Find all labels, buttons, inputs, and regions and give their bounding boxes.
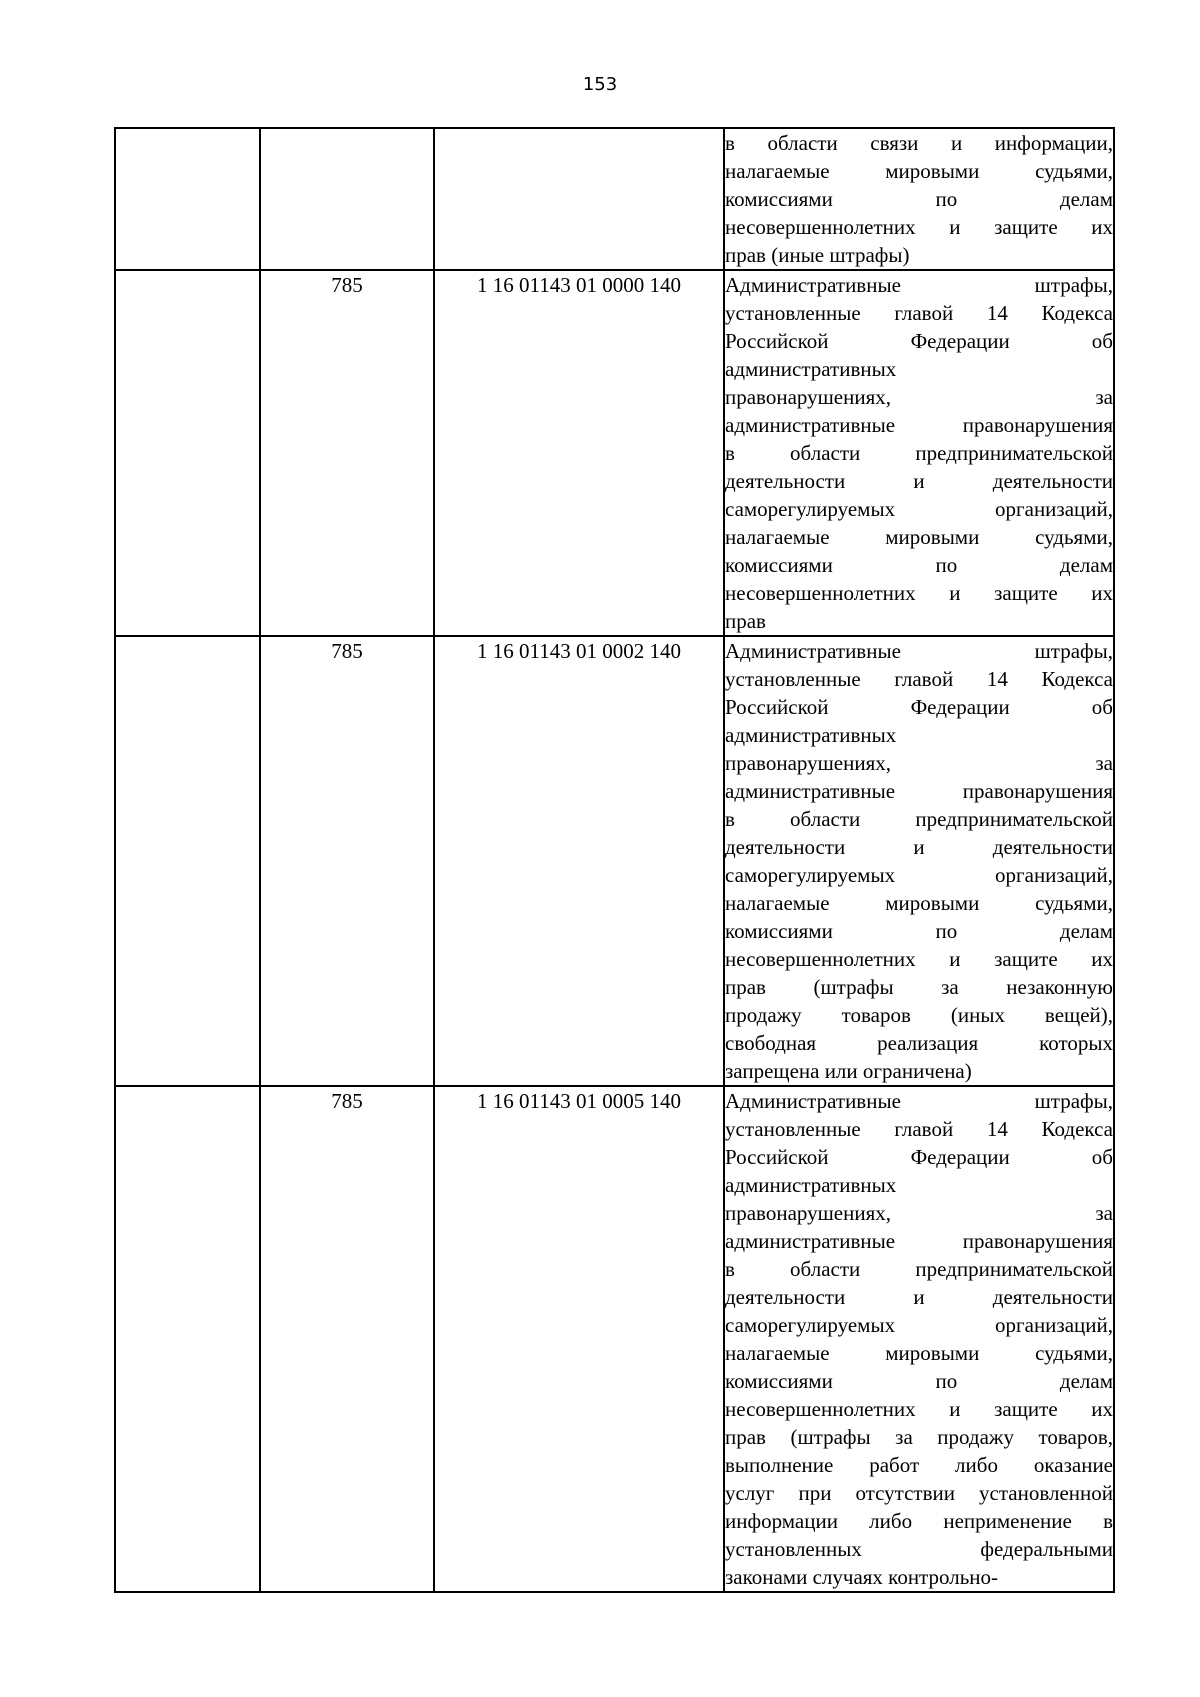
table-row xyxy=(115,1086,1114,1592)
description-line: в области предпринимательской xyxy=(725,1257,1113,1281)
description-line: запрещена или ограничена) xyxy=(725,1059,972,1083)
description-line: комиссиями по делам xyxy=(725,553,1113,577)
description-line: саморегулируемых организаций, xyxy=(725,863,1113,887)
description-line: законами случаях контрольно- xyxy=(725,1565,998,1589)
description-line: прав (иные штрафы) xyxy=(725,243,910,267)
description-line: в области предпринимательской xyxy=(725,441,1113,465)
description-line: административных xyxy=(725,1173,897,1197)
table-row xyxy=(115,128,1114,270)
row-number-cell xyxy=(115,128,260,270)
description-cell xyxy=(724,270,1114,636)
description-line: Административные штрафы, xyxy=(725,639,1113,663)
kbk-code-cell xyxy=(434,128,724,270)
row-number-cell xyxy=(115,270,260,636)
description-line: комиссиями по делам xyxy=(725,919,1113,943)
row-number-cell xyxy=(115,1086,260,1592)
description-line: установленные главой 14 Кодекса xyxy=(725,301,1113,325)
table-row xyxy=(115,270,1114,636)
page-number: 153 xyxy=(582,74,618,95)
description-line: саморегулируемых организаций, xyxy=(725,497,1113,521)
row-number-cell xyxy=(115,636,260,1086)
description-line: прав (штрафы за продажу товаров, xyxy=(725,1425,1113,1449)
description-line: Административные штрафы, xyxy=(725,1089,1113,1113)
description-line: установленные главой 14 Кодекса xyxy=(725,667,1113,691)
description-cell xyxy=(724,636,1114,1086)
description-line: административные правонарушения xyxy=(725,1229,1113,1253)
description-line: комиссиями по делам xyxy=(725,1369,1113,1393)
description-line: несовершеннолетних и защите их xyxy=(725,947,1113,971)
description-line: услуг при отсутствии установленной xyxy=(725,1481,1113,1505)
description-line: деятельности и деятельности xyxy=(725,1285,1113,1309)
admin-code-cell: 785 xyxy=(260,1086,434,1592)
description-line: административных xyxy=(725,357,897,381)
kbk-code-cell: 1 16 01143 01 0002 140 xyxy=(434,636,724,1086)
description-line: свободная реализация которых xyxy=(725,1031,1113,1055)
description-line: Российской Федерации об xyxy=(725,695,1113,719)
description-line: установленных федеральными xyxy=(725,1537,1113,1561)
description-line: Российской Федерации об xyxy=(725,1145,1113,1169)
budget-classification-table xyxy=(114,127,1115,1593)
table-row xyxy=(115,636,1114,1086)
admin-code-cell: 785 xyxy=(260,270,434,636)
description-line: выполнение работ либо оказание xyxy=(725,1453,1113,1477)
admin-code-cell xyxy=(260,128,434,270)
kbk-code-cell: 1 16 01143 01 0005 140 xyxy=(434,1086,724,1592)
description-line: прав xyxy=(725,609,766,633)
description-line: административные правонарушения xyxy=(725,779,1113,803)
description-cell xyxy=(724,128,1114,270)
description-line: налагаемые мировыми судьями, xyxy=(725,1341,1113,1365)
description-cell xyxy=(724,1086,1114,1592)
description-line: несовершеннолетних и защите их xyxy=(725,581,1113,605)
description-line: правонарушениях, за xyxy=(725,1201,1113,1225)
description-line: деятельности и деятельности xyxy=(725,469,1113,493)
description-line: Административные штрафы, xyxy=(725,273,1113,297)
description-line: административные правонарушения xyxy=(725,413,1113,437)
description-line: налагаемые мировыми судьями, xyxy=(725,525,1113,549)
description-line: прав (штрафы за незаконную xyxy=(725,975,1113,999)
description-line: в области предпринимательской xyxy=(725,807,1113,831)
description-line: в области связи и информации, xyxy=(725,131,1113,155)
description-line: комиссиями по делам xyxy=(725,187,1113,211)
description-line: налагаемые мировыми судьями, xyxy=(725,891,1113,915)
kbk-code-cell: 1 16 01143 01 0000 140 xyxy=(434,270,724,636)
description-line: несовершеннолетних и защите их xyxy=(725,1397,1113,1421)
description-line: Российской Федерации об xyxy=(725,329,1113,353)
description-line: правонарушениях, за xyxy=(725,751,1113,775)
description-line: информации либо неприменение в xyxy=(725,1509,1113,1533)
description-line: правонарушениях, за xyxy=(725,385,1113,409)
description-line: налагаемые мировыми судьями, xyxy=(725,159,1113,183)
description-line: административных xyxy=(725,723,897,747)
description-line: несовершеннолетних и защите их xyxy=(725,215,1113,239)
description-line: деятельности и деятельности xyxy=(725,835,1113,859)
description-line: установленные главой 14 Кодекса xyxy=(725,1117,1113,1141)
admin-code-cell: 785 xyxy=(260,636,434,1086)
description-line: саморегулируемых организаций, xyxy=(725,1313,1113,1337)
description-line: продажу товаров (иных вещей), xyxy=(725,1003,1113,1027)
